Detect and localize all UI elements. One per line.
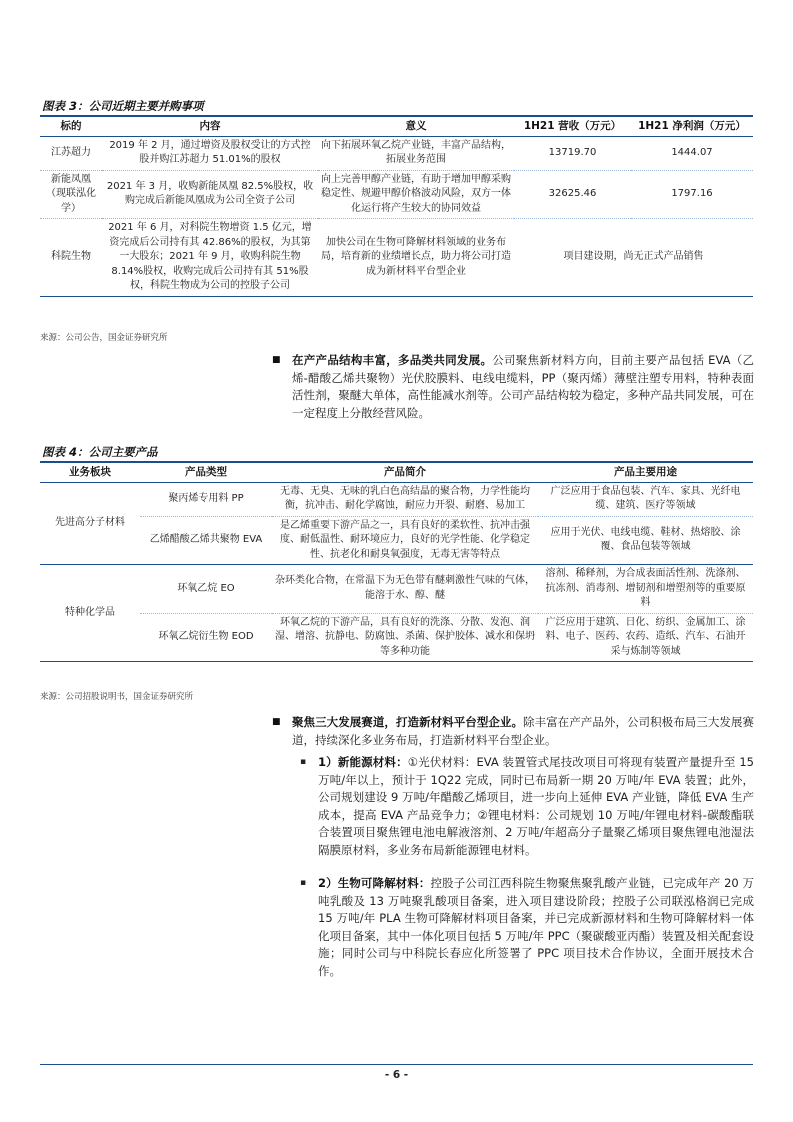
products-table — [40, 463, 753, 662]
cell-intro: 环氧乙烷的下游产品，具有良好的洗涤、分散、发泡、润湿、增溶、抗静电、防腐蚀、杀菌、保护胶体、减水和保坍等多种功能 — [272, 613, 538, 662]
cell-use: 溶剂、稀释剂，为合成表面活性剂、洗涤剂、抗冻剂、消毒剂、增韧剂和增塑剂等的重要原料 — [538, 565, 753, 614]
product-structure-paragraph — [272, 352, 754, 422]
mna-table — [40, 117, 753, 297]
cell-type: 聚丙烯专用料 PP — [140, 482, 272, 516]
figure-3-source: 来源：公司公告，国金证券研究所 — [40, 333, 168, 343]
paragraph-lead: 在产产品结构丰富，多品类共同发展。 — [292, 353, 493, 367]
biodegradable-materials-paragraph — [300, 875, 754, 980]
cell-target: 新能凤凰（现联泓化学） — [40, 170, 102, 219]
cell-meaning: 向上完善甲醇产业链，有助于增加甲醇采购稳定性、规避甲醇价格波动风险，双方一体化运行将产生较大的协同效益 — [318, 170, 514, 219]
cell-use: 应用于光伏、电线电缆、鞋材、热熔胶、涂覆、食品包装等领域 — [538, 516, 753, 565]
cell-intro: 无毒、无臭、无味的乳白色高结晶的聚合物，力学性能均衡，抗冲击、耐化学腐蚀，耐应力开裂、耐磨、易加工 — [272, 482, 538, 516]
cell-revenue: 32625.46 — [514, 170, 631, 219]
col-header-content: 内容 — [102, 117, 318, 136]
col-header-revenue: 1H21 营收（万元） — [514, 117, 631, 136]
cell-profit: 1797.16 — [631, 170, 753, 219]
col-header-segment: 业务板块 — [40, 463, 140, 482]
cell-target: 江苏超力 — [40, 136, 102, 170]
cell-meaning: 向下拓展环氧乙烷产业链，丰富产品结构，拓展业务范围 — [318, 136, 514, 170]
cell-profit: 1444.07 — [631, 136, 753, 170]
square-bullet-icon: ■ — [272, 717, 281, 727]
cell-segment: 先进高分子材料 — [40, 482, 140, 565]
col-header-type: 产品类型 — [140, 463, 272, 482]
table-row — [40, 136, 753, 170]
square-bullet-icon: ▪ — [300, 757, 307, 767]
col-header-use: 产品主要用途 — [538, 463, 753, 482]
cell-merged-status: 项目建设期，尚无正式产品销售 — [514, 219, 753, 297]
col-header-intro: 产品简介 — [272, 463, 538, 482]
cell-segment: 特种化学品 — [40, 565, 140, 662]
table-row — [40, 482, 753, 516]
cell-target: 科院生物 — [40, 219, 102, 297]
cell-content: 2021 年 6 月，对科院生物增资 1.5 亿元，增资完成后公司持有其 42.86%的股权，为其第一大股东；2021 年 9 月，收购科院生物 8.14%股权，收购完成后公司持有其 51%股权，科院生物成为公司的控股子公司 — [102, 219, 318, 297]
cell-type: 环氧乙烷 EO — [140, 565, 272, 614]
col-header-target: 标的 — [40, 117, 102, 136]
figure-4-title: 图表 4：公司主要产品 — [40, 441, 753, 463]
table-row — [40, 516, 753, 565]
footer-divider — [40, 1064, 753, 1065]
item-number: 2） — [318, 876, 338, 890]
cell-meaning: 加快公司在生物可降解材料领域的业务布局，培育新的业绩增长点，助力将公司打造成为新材料平台型企业 — [318, 219, 514, 297]
cell-intro: 杂环类化合物，在常温下为无色带有醚刺激性气味的气体，能溶于水、醇、醚 — [272, 565, 538, 614]
table-row — [40, 219, 753, 297]
new-energy-materials-paragraph — [300, 754, 755, 859]
paragraph-text: 公司聚焦新材料方向，目前主要产品包括 EVA（乙烯-醋酸乙烯共聚物）光伏胶膜料、电线电缆料，PP（聚丙烯）薄壁注塑专用料，特种表面活性剂，聚醚大单体，高性能减水剂等。公司产品结构较为稳定，多种产品共同发展，可在一定程度上分散经营风险。 — [292, 353, 754, 420]
page-number: - 6 - — [384, 1069, 409, 1081]
cell-use: 广泛应用于食品包装、汽车、家具、光纤电缆、建筑、医疗等领域 — [538, 482, 753, 516]
paragraph-text: 除丰富在产产品外，公司积极布局三大发展赛道，持续深化多业务布局，打造新材料平台型企业。 — [292, 715, 755, 747]
paragraph-lead: 聚焦三大发展赛道，打造新材料平台型企业。 — [292, 715, 524, 729]
square-bullet-icon: ■ — [272, 355, 281, 365]
cell-type: 乙烯醋酸乙烯共聚物 EVA — [140, 516, 272, 565]
cell-revenue: 13719.70 — [514, 136, 631, 170]
cell-content: 2019 年 2 月，通过增资及股权受让的方式控股并购江苏超力 51.01%的股权 — [102, 136, 318, 170]
col-header-profit: 1H21 净利润（万元） — [631, 117, 753, 136]
cell-intro: 是乙烯重要下游产品之一，具有良好的柔软性、抗冲击强度、耐低温性、耐环境应力，良好的光学性能、化学稳定性、抗老化和耐臭氧强度，无毒无害等特点 — [272, 516, 538, 565]
paragraph-text: ①光伏材料：EVA 装置管式尾技改项目可将现有装置产量提升至 15 万吨/年以上，预计于 1Q22 完成，同时已布局新一期 20 万吨/年 EVA 装置；此外，公司规划建设 9 万吨/年醋酸乙烯项目，进一步向上延伸 EVA 产业链，降低 EVA 生产成本，提高 EVA 产品竞争力；②锂电材料：公司规划 10 万吨/年锂电材料-碳酸酯联合装置项目聚焦锂电池电解液溶剂、2 万吨/年超高分子量聚乙烯项目聚焦锂电池湿法隔膜原材料，多业务布局新能源锂电材料。 — [318, 755, 755, 857]
paragraph-lead: 生物可降解材料： — [337, 876, 431, 890]
cell-content: 2021 年 3 月，收购新能凤凰 82.5%股权，收购完成后新能凤凰成为公司全资子公司 — [102, 170, 318, 219]
cell-use: 广泛应用于建筑、日化、纺织、金属加工、涂料、电子、医药、农药、造纸、汽车、石油开采与炼制等领域 — [538, 613, 753, 662]
figure-4-source: 来源：公司招股说明书，国金证券研究所 — [40, 692, 194, 702]
paragraph-lead: 新能源材料： — [337, 755, 408, 769]
development-tracks-paragraph — [272, 714, 755, 749]
table-row — [40, 565, 753, 614]
cell-type: 环氧乙烷衍生物 EOD — [140, 613, 272, 662]
table-row — [40, 613, 753, 662]
col-header-meaning: 意义 — [318, 117, 514, 136]
table-row — [40, 170, 753, 219]
paragraph-text: 控股子公司江西科院生物聚焦聚乳酸产业链，已完成年产 20 万吨乳酸及 13 万吨聚乳酸项目备案，进入项目建设阶段；控股子公司联泓格润已完成 15 万吨/年 PLA 生物可降解材料项目备案，并已完成新源材料和生物可降解材料一体化项目备案，其中一体化项目包括 5 万吨/年 PPC（聚碳酸亚丙酯）装置及相关配套设施；同时公司与中科院长春应化所签署了 PPC 项目技术合作协议，全面开展技术合作。 — [318, 876, 754, 978]
figure-3-title: 图表 3：公司近期主要并购事项 — [40, 95, 753, 117]
item-number: 1） — [318, 755, 338, 769]
square-bullet-icon: ▪ — [300, 878, 307, 888]
